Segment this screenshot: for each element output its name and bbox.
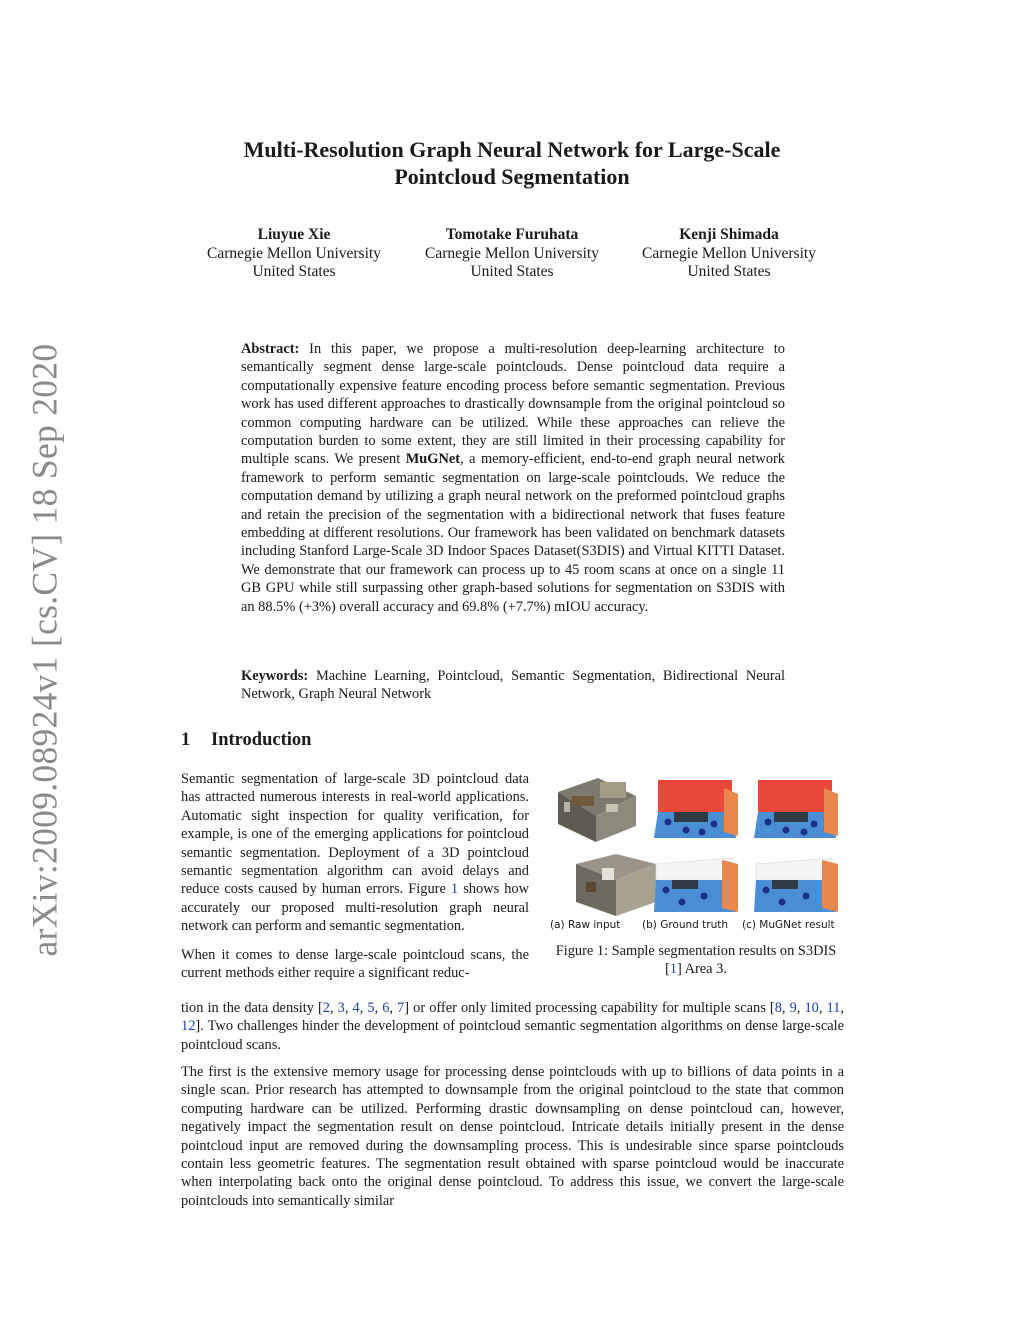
author-block-2 xyxy=(412,226,612,282)
mugnet-result-bottom-image xyxy=(752,850,838,916)
author-block-1 xyxy=(194,226,394,282)
author-affiliation: Carnegie Mellon University xyxy=(642,244,816,262)
citation-link[interactable]: 8 xyxy=(774,1000,782,1016)
abstract-text-part-1: In this paper, we propose a multi-resolution deep-learning architecture to semantically segment dense large-scale pointclouds. Dense pointcloud data require a computationally expensive feature encoding process before semantic segmentation. Previous work has used different approaches to drastically downsample from the original pointcloud so common computing hardware can be utilized. While these approaches can relieve the computation burden to some extent, they are still limited in their processing capability for multiple scans. We present xyxy=(241,341,785,468)
intro-p1-text-b: shows how accurately our proposed multi-resolution graph neural network can perform and semantic segmentation. xyxy=(181,881,530,935)
author-name: Tomotake Furuhata xyxy=(445,226,579,243)
title-line-2: Pointcloud Segmentation xyxy=(394,164,630,189)
citation-link[interactable]: 9 xyxy=(789,1000,797,1016)
keywords-label: Keywords: xyxy=(241,668,309,684)
author-name: Kenji Shimada xyxy=(679,226,779,243)
author-country: United States xyxy=(687,263,771,280)
sublabel-mugnet-result: (c) MuGNet result xyxy=(742,919,835,931)
abstract xyxy=(241,340,785,616)
raw-input-bottom-image xyxy=(572,850,658,916)
figure-1-caption xyxy=(548,942,844,979)
intro-p2-body: tion in the data density [2, 3, 4, 5, 6, 7] or offer only limited processing capability for multiple scans [8, 9, 10, 11, 12]. Two challenges hinder the development of pointcloud semantic segmentation algorithms on dense large-scale pointcloud scans. xyxy=(181,1000,844,1053)
abstract-label: Abstract: xyxy=(241,341,300,357)
author-affiliation: Carnegie Mellon University xyxy=(207,244,381,262)
caption-text-a: Figure 1: Sample segmentation results on S3DIS [ xyxy=(555,943,837,978)
citation-link[interactable]: 5 xyxy=(367,1000,375,1016)
ground-truth-top-image xyxy=(652,776,738,842)
ground-truth-bottom-image xyxy=(652,850,738,916)
citation-link[interactable]: 2 xyxy=(322,1000,330,1016)
intro-p1-text-a: Semantic segmentation of large-scale 3D pointcloud data has attracted numerous interests in real-world applications. Automatic sight inspection for quality verification, for example, is one of the emerging applications for pointcloud semantic segmentation. Deployment of a 3D pointcloud semantic segmentation algorithm can avoid delays and reduce costs caused by human errors. Figure xyxy=(181,771,529,898)
keywords-text: Machine Learning, Pointcloud, Semantic Segmentation, Bidirectional Neural Network, Graph Neural Network xyxy=(241,668,785,703)
section-number: 1 xyxy=(181,730,191,750)
intro-p2-text-b: tion in the data density [ xyxy=(181,1000,323,1016)
author-affiliation: Carnegie Mellon University xyxy=(425,244,599,262)
citation-link[interactable]: 7 xyxy=(397,1000,405,1016)
author-country: United States xyxy=(252,263,336,280)
intro-paragraph-1 xyxy=(181,770,529,936)
figure-1-panels xyxy=(548,772,844,917)
intro-p3-body: The first is the extensive memory usage for processing dense pointclouds with up to billions of data points in a single scan. Prior research has attempted to downsample from the original pointcloud to the state that common computing hardware can be utilized. Performing drastic downsampling on dense pointcloud can, however, negatively impact the segmentation result on dense pointcloud. Intricate details initially present in the dense pointcloud input are removed during the downsampling process. This is undesirable since sparse pointclouds contain less geometric features. The segmentation result obtained with sparse pointcloud would be inaccurate when interpolating back onto the original dense pointcloud. To address this issue, we convert the large-scale pointclouds into semantically similar xyxy=(181,1064,844,1209)
paper-title xyxy=(150,136,874,190)
figure-ref-link[interactable]: 1 xyxy=(450,881,459,898)
author-country: United States xyxy=(470,263,554,280)
keywords xyxy=(241,667,785,704)
intro-left-column xyxy=(181,770,529,982)
intro-paragraph-3 xyxy=(181,1063,844,1210)
intro-p2-text-d: ]. Two challenges hinder the development of pointcloud semantic segmentation algorithms on dense large-scale pointcloud scans. xyxy=(181,1018,844,1053)
citation-link[interactable]: 6 xyxy=(382,1000,390,1016)
abstract-text-part-2: , a memory-efficient, end-to-end graph neural network framework to perform semantic segmentation on large-scale pointclouds. We reduce the computation demand by utilizing a graph neural network on the preformed pointcloud graphs and retain the precision of the segmentation with a bidirectional network that fuses feature embedding at different resolutions. Our framework has been validated on benchmark datasets including Stanford Large-Scale 3D Indoor Spaces Dataset(S3DIS) and Virtual KITTI Dataset. We demonstrate that our framework can process up to 45 room scans at once on a single 11 GB GPU while still surpassing other graph-based solutions for segmentation on S3DIS with an 88.5% (+3%) overall accuracy and 69.8% (+7.7%) mIOU accuracy. xyxy=(241,451,785,615)
intro-paragraph-2-start xyxy=(181,946,529,983)
author-block-3 xyxy=(629,226,829,282)
citation-link[interactable]: 10 xyxy=(804,1000,819,1016)
intro-p2-text-a: When it comes to dense large-scale pointcloud scans, the current methods either require a significant reduc- xyxy=(181,946,529,982)
citation-link[interactable]: 12 xyxy=(181,1018,196,1035)
raw-input-top-image xyxy=(552,776,638,842)
citation-link[interactable]: 1 xyxy=(669,961,678,978)
arxiv-identifier xyxy=(22,343,66,957)
intro-p2-text-c: ] or offer only limited processing capability for multiple scans [ xyxy=(404,1000,775,1016)
caption-text-b: ] Area 3. xyxy=(677,961,727,978)
title-line-1: Multi-Resolution Graph Neural Network for Large-Scale xyxy=(243,137,781,162)
framework-name: MuGNet xyxy=(405,451,461,468)
sublabel-ground-truth: (b) Ground truth xyxy=(642,919,729,931)
citation-link[interactable]: 11 xyxy=(826,1000,841,1016)
intro-paragraph-2-continued xyxy=(181,999,844,1054)
author-name: Liuyue Xie xyxy=(257,226,331,243)
section-title: Introduction xyxy=(211,730,312,750)
figure-1 xyxy=(548,772,844,931)
mugnet-result-top-image xyxy=(752,776,838,842)
figure-1-sublabels xyxy=(548,919,844,933)
section-heading xyxy=(181,730,311,751)
sublabel-raw-input: (a) Raw input xyxy=(550,919,621,931)
citation-link[interactable]: 4 xyxy=(352,1000,360,1016)
citation-link[interactable]: 3 xyxy=(337,1000,345,1016)
arxiv-identifier-text: arXiv:2009.08924v1 [cs.CV] 18 Sep 2020 xyxy=(24,343,64,957)
